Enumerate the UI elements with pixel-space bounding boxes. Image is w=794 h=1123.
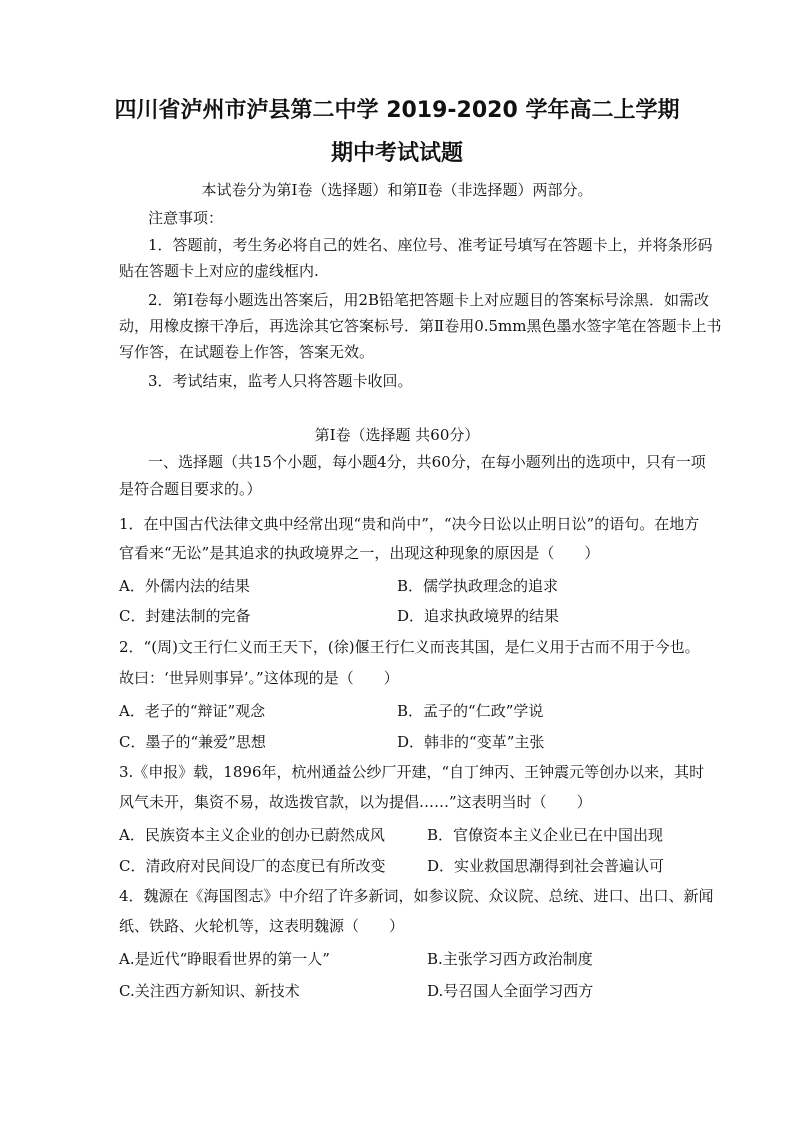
option-a: A．外儒内法的结果 [119,577,250,595]
question-stem: 官看来“无讼”是其追求的执政境界之一，出现这种现象的原因是（ ） [119,544,600,562]
option-a: A．老子的“辩证”观念 [119,702,266,720]
question-stem: 1．在中国古代法律文典中经常出现“贵和尚中”，“决今日讼以止明日讼”的语句。在地方 [119,515,700,533]
notice-item: 2．第Ⅰ卷每小题选出答案后，用2B铅笔把答题卡上对应题目的答案标号涂黑．如需改 [148,291,710,309]
option-d: D．韩非的“变革”主张 [397,733,545,751]
question-stem: 3.《申报》载，1896年，杭州通益公纱厂开建，“自丁绅丙、王钟震元等创办以来，其时 [119,763,705,781]
option-b: B．儒学执政理念的追求 [397,577,559,595]
notice-item: 贴在答题卡上对应的虚线框内. [119,262,319,280]
option-c: C．封建法制的完备 [119,607,251,625]
notice-label: 注意事项： [148,209,224,227]
question-stem: 风气未开，集资不易，故选拨官款，以为提倡……”这表明当时（ ） [119,793,592,811]
notice-item: 动，用橡皮擦干净后，再选涂其它答案标号．第Ⅱ卷用0.5mm黑色墨水签字笔在答题卡上书 [119,317,722,335]
notice-item: 3．考试结束，监考人只将答题卡收回。 [148,372,413,390]
option-b: B．官僚资本主义企业已在中国出现 [427,826,664,844]
option-d: D.号召国人全面学习西方 [427,982,594,1000]
page-title: 四川省泸州市泸县第二中学 2019-2020 学年高二上学期 [114,98,680,123]
option-b: B.主张学习西方政治制度 [427,950,593,968]
option-d: D．实业救国思潮得到社会普遍认可 [427,857,665,875]
question-stem: 4．魏源在《海国图志》中介绍了许多新词，如参议院、众议院、总统、进口、出口、新闻 [119,887,714,905]
option-c: C．墨子的“兼爱”思想 [119,733,266,751]
option-d: D．追求执政境界的结果 [397,607,560,625]
option-b: B．孟子的“仁政”学说 [397,702,544,720]
section-heading: 第Ⅰ卷（选择题 共60分） [314,426,480,444]
section-instructions: 一、选择题（共15个小题，每小题4分，共60分，在每小题列出的选项中，只有一项 [148,453,706,471]
paper-structure-text: 本试卷分为第Ⅰ卷（选择题）和第Ⅱ卷（非选择题）两部分。 [201,181,593,199]
question-stem: 纸、铁路、火轮机等，这表明魏源（ ） [119,917,405,935]
option-a: A．民族资本主义企业的创办已蔚然成风 [119,826,385,844]
page-subtitle: 期中考试试题 [330,141,463,166]
question-stem: 故曰：‘世异则事异’。”这体现的是（ ） [119,669,399,687]
notice-item: 1．答题前，考生务必将自己的姓名、座位号、准考证号填写在答题卡上，并将条形码 [148,236,713,254]
option-c: C．清政府对民间设厂的态度已有所改变 [119,857,386,875]
question-stem: 2．“(周)文王行仁义而王天下，(徐)偃王行仁义而丧其国，是仁义用于古而不用于今也。 [119,638,700,656]
option-c: C.关注西方新知识、新技术 [119,982,300,1000]
section-instructions: 是符合题目要求的。） [119,480,262,498]
notice-item: 写作答，在试题卷上作答，答案无效。 [119,343,375,361]
option-a: A.是近代“睁眼看世界的第一人” [119,950,330,968]
